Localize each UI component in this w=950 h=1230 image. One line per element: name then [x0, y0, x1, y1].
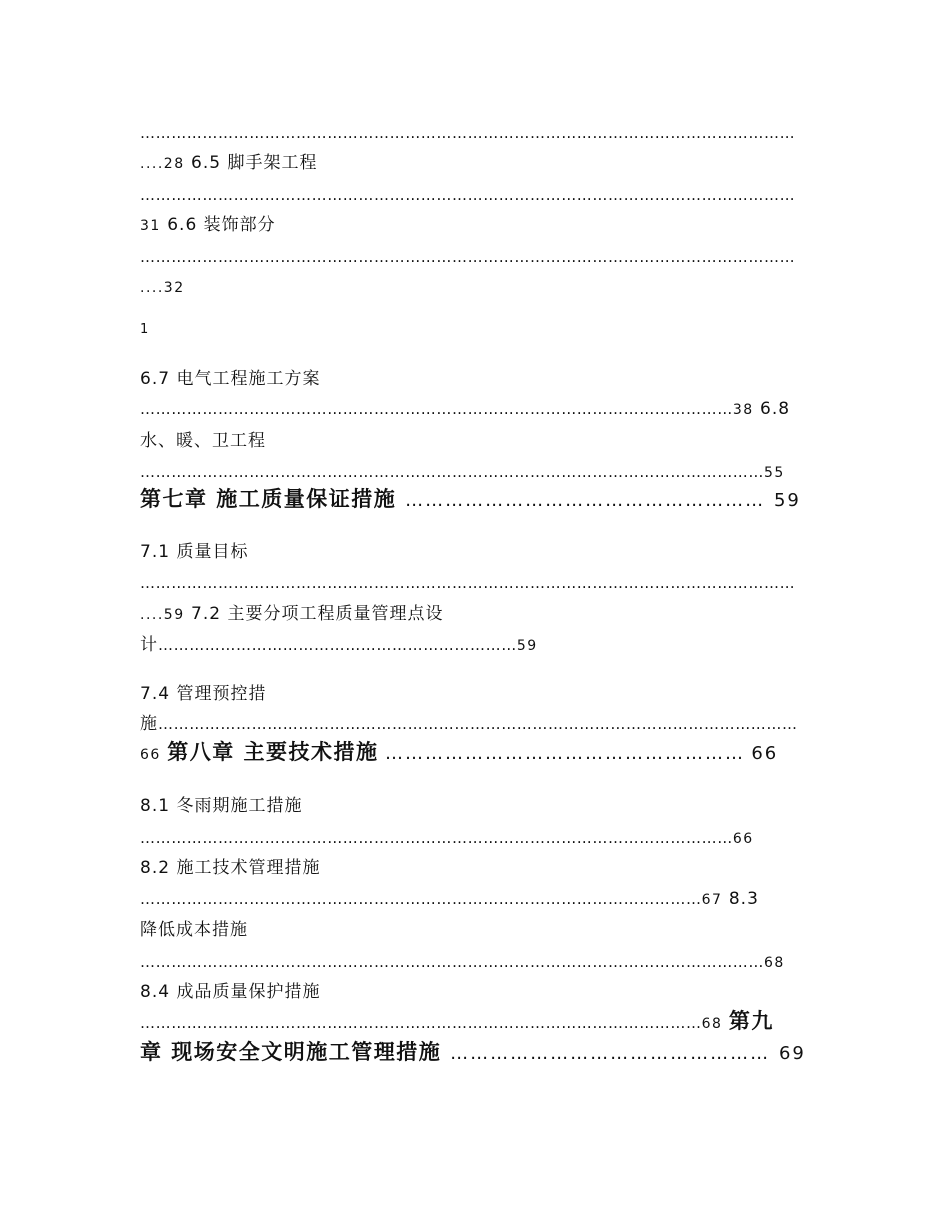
toc-chapter-title: 第八章 主要技术措施	[167, 740, 379, 764]
toc-leader-line	[140, 634, 538, 657]
toc-entry-title-tail: 计	[140, 635, 158, 655]
toc-page-number: 68	[764, 955, 785, 971]
toc-page-number: 59	[773, 490, 801, 511]
toc-page-number: 69	[778, 1043, 806, 1064]
dot-leader: ………………………………………………………………………………………………………………	[140, 248, 796, 266]
toc-page-number: 66	[751, 743, 779, 764]
toc-page-number: 59	[516, 638, 538, 654]
toc-entry-6-6	[140, 214, 276, 237]
toc-page-number: ....28	[140, 156, 185, 172]
toc-chapter-9	[140, 1041, 806, 1065]
toc-entry-title: 7.2 主要分项工程质量管理点设	[191, 604, 444, 624]
toc-leader-line	[140, 572, 795, 594]
toc-entry-6-8	[140, 430, 266, 452]
toc-entry-title: 6.5 脚手架工程	[191, 153, 318, 173]
dot-leader: ………………………………………………………………………………………………………………	[140, 186, 796, 204]
toc-entry-title: 8.1 冬雨期施工措施	[140, 796, 303, 816]
dot-leader: ……………………………………………………………………………………………………………	[158, 715, 798, 733]
toc-page-number: 38	[732, 402, 754, 418]
toc-entry-6-5	[140, 152, 317, 175]
toc-leader-line	[140, 184, 795, 206]
toc-entry-7-2	[140, 603, 443, 626]
toc-entry-7-4	[140, 683, 266, 705]
toc-entry-title: 8.4 成品质量保护措施	[140, 982, 321, 1002]
toc-entry-8-4	[140, 981, 320, 1003]
dot-leader: ………………………………………………………………………………………………………………	[140, 124, 796, 142]
toc-chapter-title: 第七章 施工质量保证措施	[140, 487, 397, 511]
page-number: 1	[140, 322, 149, 337]
toc-chapter-8	[140, 741, 778, 766]
toc-entry-title: 降低成本措施	[140, 920, 248, 940]
toc-entry-number: 6.8	[760, 399, 791, 419]
dot-leader: ………………………………………………	[405, 490, 766, 511]
toc-entry-title: 6.7 电气工程施工方案	[140, 369, 321, 389]
toc-entry-7-1	[140, 541, 248, 563]
toc-entry-title: 6.6 装饰部分	[167, 215, 276, 235]
toc-page-number: ....59	[140, 607, 185, 623]
toc-page-number: 66	[140, 747, 161, 763]
dot-leader: …………………………………………………………………………………………………………	[140, 953, 764, 971]
toc-page-number: 55	[764, 465, 785, 481]
toc-entry-number: 8.3	[728, 889, 759, 909]
toc-leader-line	[140, 827, 754, 850]
toc-entry-8-3	[140, 919, 248, 941]
toc-leader-line	[140, 951, 785, 974]
dot-leader: …………………………………………	[450, 1043, 771, 1064]
toc-entry-6-7	[140, 368, 320, 390]
dot-leader: ……………………………………………………………………………………………………	[140, 400, 733, 418]
toc-chapter-title: 第九	[728, 1009, 774, 1033]
toc-leader-line	[140, 122, 795, 144]
toc-entry-title: 水、暖、卫工程	[140, 431, 266, 451]
dot-leader: ……………………………………………………………	[158, 636, 517, 654]
toc-leader-line	[140, 1010, 774, 1035]
dot-leader: ………………………………………………	[384, 743, 745, 764]
toc-entry-title: 7.1 质量目标	[140, 542, 249, 562]
toc-leader-line	[140, 246, 795, 268]
toc-leader-line	[140, 398, 790, 421]
dot-leader: ………………………………………………………………………………………………	[140, 890, 702, 908]
toc-leader-line	[140, 888, 759, 911]
toc-chapter-title: 章 现场安全文明施工管理措施	[140, 1040, 442, 1064]
dot-leader: ………………………………………………………………………………………………………………	[140, 574, 796, 592]
toc-leader-line	[140, 713, 798, 735]
dot-leader: ……………………………………………………………………………………………………	[140, 829, 733, 847]
dot-leader: …………………………………………………………………………………………………………	[140, 463, 764, 481]
toc-entry-8-1	[140, 795, 302, 817]
toc-page-number: 31	[140, 218, 161, 234]
toc-entry-title: 7.4 管理预控措	[140, 684, 267, 704]
toc-entry-8-2	[140, 857, 320, 879]
toc-page-number: 67	[701, 892, 723, 908]
toc-page-number: 66	[732, 831, 754, 847]
toc-leader-line	[140, 461, 785, 484]
toc-chapter-7	[140, 488, 801, 512]
dot-leader: ………………………………………………………………………………………………	[140, 1014, 702, 1032]
toc-page-number: ....32	[140, 280, 185, 296]
toc-entry-title-tail: 施	[140, 714, 158, 734]
toc-entry-title: 8.2 施工技术管理措施	[140, 858, 321, 878]
toc-page-number: 68	[701, 1016, 723, 1032]
